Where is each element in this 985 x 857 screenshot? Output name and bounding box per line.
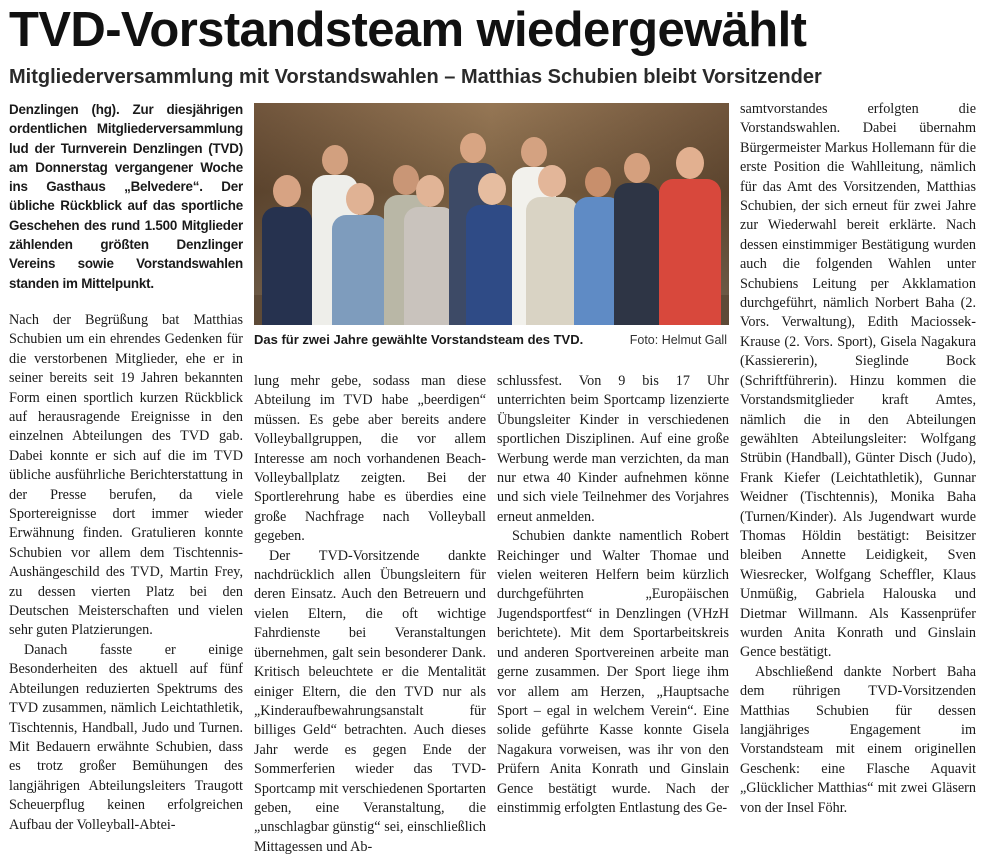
article-paragraph: lung mehr gebe, sodass man diese Abteilung im TVD habe „beerdigen“ müssen. Es gebe aber bereits andere Volleyballgruppen, die vor allem Interesse am noch vorhandenen Beach-Volleyballplatz zeigten. Bei der Sportlerehrung habe es überdies eine große Nachfrage nach Volleyball gegeben. (254, 373, 486, 545)
photo-credit: Foto: Helmut Gall (629, 333, 727, 347)
article-paragraph: samtvorstandes erfolgten die Vorstandswahlen. Dabei übernahm Bürgermeister Markus Hollemann für die erste Position die Wahlleitung, nämlich für das Amt des Vorsitzenden, Matthias Schubien, der sich erneut für zwei Jahre zur Wiederwahl bereit erklärte. Nach dessen einstimmiger Bestätigung wurden auch die folgenden Wahlen unter Schubiens Leitung per Akklamation durchgeführt, nämlich Norbert Baha (2. Vors. Verwaltung), Edith Maciossek-Krause (2. Vors. Sport), Gisela Nagakura (Kassiererin), Sieglinde Bock (Schriftführerin). Hinzu kommen die Vorstandsmitglieder kraft Amtes, nämlich die in den Abteilungen gewählten Abteilungsleiter: Wolfgang Strübin (Handball), Günter Disch (Judo), Frank Kiefer (Leichtathletik), Gunnar Weidner (Tischtennis), Monika Baha (Turnen/Kinder). Als Jugendwart wurde Thomas Höldin bestätigt: Beisitzer bleiben Annette Leidigkeit, Sven Wiesrecker, Wolfgang Scheffler, Klaus Unmüßig, Gabriela Halouska und Dietmar Willmann. Als Kassenprüfer wurden Anita Konrath und Ginslain Gence bestätigt. (740, 101, 976, 661)
article-column-4 (740, 100, 976, 818)
article-paragraph: Schubien dankte namentlich Robert Reichinger und Walter Thomae und vielen weiteren Helfern beim kürzlich durchgeführten „Europäischen Jugendsportfest“ in Denzlingen (VHzH berichtete). Mit dem Sportarbeitskreis und anderen Sportvereinen arbeite man gerne zusammen. Der Sport liege ihm vor allem am Herzen, „Hauptsache Sport – egal in welchem Verein“. Eine solide geführte Kasse konnte Gisela Nagakura vorweisen, was ihr von den Prüfern Anita Konrath und Ginslain Gence bestätigt wurde. Nach der einstimmig erfolgten Entlastung des Ge- (497, 528, 729, 816)
article-headline: TVD-Vorstandsteam wiedergewählt (9, 3, 807, 57)
article-column-3 (497, 372, 729, 818)
article-lead: Denzlingen (hg). Zur diesjährigen ordentlichen Mitgliederversammlung lud der Turnverein Denzlingen (TVD) am Donnerstag vergangener Woche ins Gasthaus „Belvedere“. Der übliche Rückblick auf das sportliche Geschehen des rund 1.500 Mitglieder zählenden größten Denzlinger Vereins sowie Vorstandswahlen standen im Mittelpunkt. (9, 102, 243, 291)
article-column-2 (254, 372, 486, 857)
article-paragraph: Abschließend dankte Norbert Baha dem rührigen TVD-Vorsitzenden Matthias Schubien für dessen langjähriges Engagement im Vorstandsteam mit einem originellen Geschenk: eine Flasche Aquavit „Glücklicher Matthias“ mit zwei Gläsern von der Insel Föhr. (740, 663, 976, 816)
article-paragraph: Nach der Begrüßung bat Matthias Schubien um ein ehrendes Gedenken für die verstorbenen Mitglieder, ehe er in seiner bereits seit 19 Jahren bekannten Form einen sportlich kurzen Rückblick auf herausragende Ereignisse in den einzelnen Abteilungen des TVD gab. Dabei konnte er sich auf die im TVD übliche ausführliche Berichterstattung in der Presse berufen, da viele Sportereignisse dort immer wieder Erwähnung finden. Gratulieren konnte Schubien vor allem dem Tischtennis-Aushängeschild des TVD, Martin Frey, zu dessen vierten Platz bei den Deutschen Meisterschaften und vielen sehr guten Platzierungen. (9, 311, 243, 639)
team-photo (254, 103, 729, 325)
article-paragraph: Danach fasste er einige Besonderheiten des aktuell auf fünf Abteilungen reduzierten Spektrums des TVD zusammen, nämlich Leichtathletik, Tischtennis, Handball, Judo und Turnen. Mit Bedauern erwähnte Schubien, dass es trotz großer Bemühungen des langjährigen Abteilungsleiters Traugott Scheuerpflug keinen erfolgreichen Aufbau der Volleyball-Abtei- (9, 641, 243, 833)
article-subheadline: Mitgliederversammlung mit Vorstandswahlen – Matthias Schubien bleibt Vorsitzender (9, 66, 822, 88)
article-paragraph: schlussfest. Von 9 bis 17 Uhr unterrichten beim Sportcamp lizenzierte Übungsleiter Kinder in verschiedenen sportlichen Disziplinen. Auf eine große Werbung werde man verzichten, da man nur etwa 40 Kinder aufnehmen könne und sich viele Teilnehmer des Vorjahres erneut anmelden. (497, 373, 729, 525)
article-column-1 (9, 100, 243, 835)
photo-caption (254, 331, 729, 349)
caption-text: Das für zwei Jahre gewählte Vorstandsteam des TVD. (254, 332, 584, 347)
article-paragraph: Der TVD-Vorsitzende dankte nachdrücklich allen Übungsleitern für deren Einsatz. Auch den Betreuern und vielen Eltern, die oft wichtige Fahrdienste bei Veranstaltungen übernehmen, galt sein besonderer Dank. Kritisch beleuchtete er die Mentalität einiger Eltern, die den TVD nur als „Kinderaufbewahrungsanstalt für billiges Geld“ betrachten. Auch dieses Jahr werde es gegen Ende der Sommerferien wieder das TVD-Sportcamp mit verschiedenen Sportarten geben, eine Veranstaltung, die „unschlagbar günstig“ sei, einschließlich Mittagessen und Ab- (254, 547, 486, 855)
